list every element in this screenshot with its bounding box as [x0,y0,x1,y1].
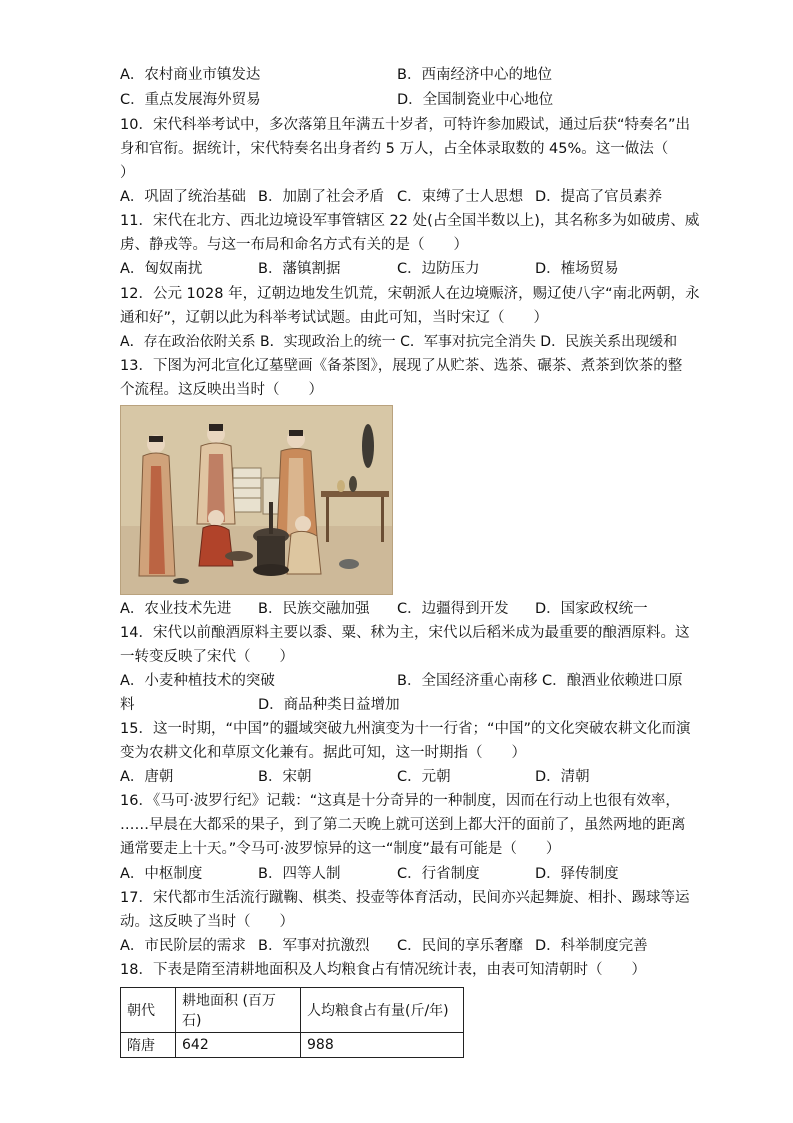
q15-stem-line1: 15．这一时期，“中国”的疆域突破九州演变为十一行省；“中国”的文化突破农耕文化而演 [120,721,691,737]
q15-option-a: A．唐朝 [120,769,174,785]
q14-option-bc: B．全国经济重心南移 C．酿酒业依赖进口原 [397,673,683,689]
q13-option-b: B．民族交融加强 [258,601,370,617]
q11-option-d: D．榷场贸易 [535,261,619,277]
q9-option-b: B．西南经济中心的地位 [397,67,552,83]
q13-option-c: C．边疆得到开发 [397,601,509,617]
q10-option-a: A．巩固了统治基础 [120,189,246,205]
q13-option-a: A．农业技术先进 [120,601,232,617]
q15-option-c: C．元朝 [397,769,451,785]
q14-option-d: D．商品种类日益增加 [258,697,400,713]
q10-option-d: D．提高了官员素养 [535,189,663,205]
q15-option-d: D．清朝 [535,769,590,785]
q9-option-d: D．全国制瓷业中心地位 [397,92,554,108]
table-cell: 隋唐 [121,1033,176,1058]
table-header-cell: 朝代 [121,988,176,1033]
q16-option-d: D．驿传制度 [535,866,619,882]
q13-option-d: D．国家政权统一 [535,601,648,617]
q17-stem-line2: 动。这反映了当时（ ） [120,914,294,930]
tea-preparation-mural-image [120,405,393,595]
table-header-cell: 耕地面积 (百万石) [176,988,301,1033]
q11-stem-line1: 11．宋代在北方、西北边境设军事管辖区 22 处(占全国半数以上)，其名称多为如破虏、威 [120,213,700,229]
q16-stem-line1: 16．《马可·波罗行纪》记载：“这真是十分奇异的一种制度，因而在行动上也很有效率， [120,793,680,809]
table-cell: 988 [301,1033,464,1058]
q10-stem-line2: 身和官衔。据统计，宋代特奏名出身者约 5 万人，占全体录取数的 45%。这一做法（ [120,141,669,157]
q17-option-b: B．军事对抗激烈 [258,938,370,954]
q9-option-c: C．重点发展海外贸易 [120,92,261,108]
table-cell: 642 [176,1033,301,1058]
q14-stem-line2: 一转变反映了宋代（ ） [120,649,294,665]
q16-option-c: C．行省制度 [397,866,480,882]
q9-option-a: A．农村商业市镇发达 [120,67,261,83]
table-row [121,1033,464,1058]
q10-stem-line3: ） [120,165,135,181]
mural-illustration [121,406,392,594]
q10-option-b: B．加剧了社会矛盾 [258,189,384,205]
q13-stem-line1: 13．下图为河北宣化辽墓壁画《备茶图》，展现了从贮茶、选茶、碾茶、煮茶到饮茶的整 [120,358,683,374]
q10-stem-line1: 10．宋代科举考试中，多次落第且年满五十岁者，可特许参加殿试，通过后获“特奏名”出 [120,117,690,133]
q17-stem-line1: 17．宋代都市生活流行蹴鞠、棋类、投壶等体育活动，民间亦兴起舞旋、相扑、踢球等运 [120,890,690,906]
q16-option-b: B．四等人制 [258,866,341,882]
q12-options: A．存在政治依附关系 B．实现政治上的统一 C．军事对抗完全消失 D．民族关系出现缓和 [120,334,678,350]
q12-stem-line1: 12．公元 1028 年，辽朝边地发生饥荒，宋朝派人在边境赈济，赐辽使八字“南北两朝，永 [120,286,700,302]
table-header-cell: 人均粮食占有量(斤/年) [301,988,464,1033]
q11-stem-line2: 虏、静戎等。与这一布局和命名方式有关的是（ ） [120,237,468,253]
q11-option-b: B．藩镇割据 [258,261,341,277]
q17-option-c: C．民间的享乐奢靡 [397,938,524,954]
q13-stem-line2: 个流程。这反映出当时（ ） [120,382,323,398]
cultivated-land-table [120,987,464,1058]
q16-option-a: A．中枢制度 [120,866,203,882]
q14-stem-line1: 14．宋代以前酿酒原料主要以黍、粟、秫为主，宋代以后稻米成为最重要的酿酒原料。这 [120,625,690,641]
q11-option-c: C．边防压力 [397,261,480,277]
q16-stem-line3: 通常要走上十天。”令马可·波罗惊异的这一“制度”最有可能是（ ） [120,841,561,857]
q14-option-a: A．小麦种植技术的突破 [120,673,275,689]
q15-stem-line2: 变为农耕文化和草原文化兼有。据此可知，这一时期指（ ） [120,745,526,761]
q18-stem-line1: 18．下表是隋至清耕地面积及人均粮食占有情况统计表，由表可知清朝时（ ） [120,962,646,978]
q17-option-a: A．市民阶层的需求 [120,938,246,954]
table-header-row [121,988,464,1033]
q14-option-c-continued: 料 [120,697,135,713]
q12-stem-line2: 通和好”，辽朝以此为科举考试试题。由此可知，当时宋辽（ ） [120,310,549,326]
q10-option-c: C．束缚了士人思想 [397,189,524,205]
q11-option-a: A．匈奴南扰 [120,261,203,277]
q15-option-b: B．宋朝 [258,769,312,785]
q16-stem-line2: ……早晨在大都采的果子，到了第二天晚上就可送到上都大汗的面前了，虽然两地的距离 [120,817,686,833]
q17-option-d: D．科举制度完善 [535,938,648,954]
